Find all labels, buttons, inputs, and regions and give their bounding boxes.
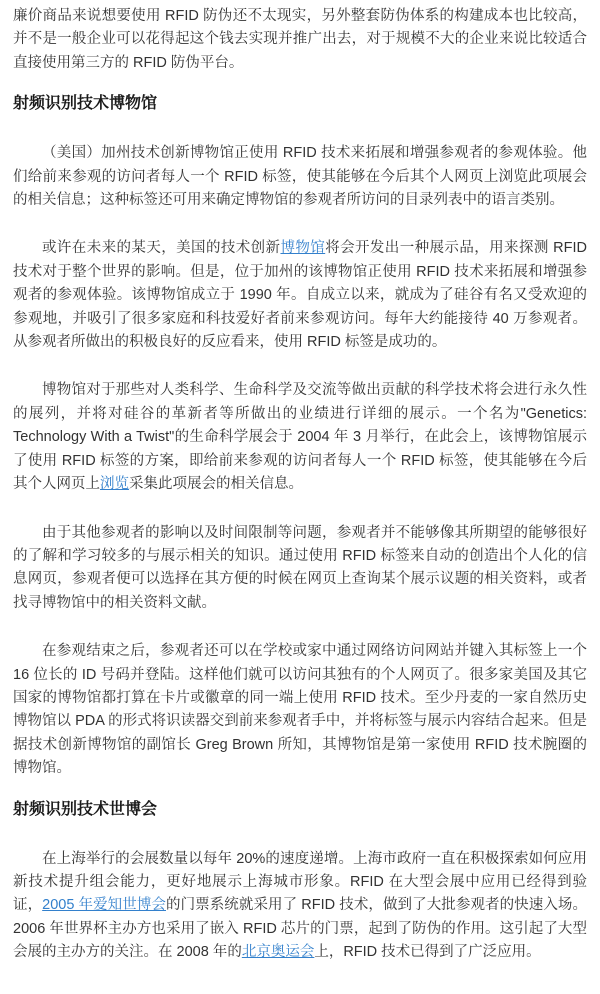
expo-2005-link[interactable]: 2005 年爱知世博会	[42, 897, 166, 914]
text-run: 上，RFID 技术已得到了广泛应用。	[314, 944, 541, 961]
section-heading-rfid-expo: 射频识别技术世博会	[13, 800, 158, 818]
paragraph-museum-5: 在参观结束之后，参观者还可以在学校或家中通过网络访问网站并键入其标签上一个 16 位长的 ID 号码并登陆。这样他们就可以访问其独有的个人网页了。很多家美国及其它国家的博物馆都打算在卡片或徽章的同一端上使用 RFID 技术。至少丹麦的一家自然历史博物馆以 PDA 的形式将识读器交到前来参观者手中，并将标签与展示内容结合起来。但是据技术创新博物馆的副馆长 Greg Brown 所知，其博物馆是第一家使用 RFID 技术腕圈的博物馆。	[13, 643, 587, 777]
museum-link[interactable]: 博物馆	[280, 240, 326, 257]
paragraph-expo-1	[13, 848, 587, 965]
browse-link[interactable]: 浏览	[100, 476, 129, 493]
beijing-olympics-link[interactable]: 北京奥运会	[241, 944, 315, 961]
paragraph-museum-2	[13, 237, 587, 354]
paragraph-museum-4: 由于其他参观者的影响以及时间限制等问题，参观者并不能够像其所期望的能够很好的了解和学习较多的与展示相关的知识。通过使用 RFID 标签来自动的创造出个人化的信息网页，参观者便可以选择在其方便的时候在网页上查询某个展示议题的相关资料，或者找寻博物馆中的相关资料文献。	[13, 524, 587, 611]
paragraph-museum-1: （美国）加州技术创新博物馆正使用 RFID 技术来拓展和增强参观者的参观体验。他们给前来参观的访问者每人一个 RFID 标签，使其能够在今后其个人网页上浏览此项展会的相关信息；这种标签还可用来确定博物馆的参观者所访问的目录列表中的语言类别。	[13, 145, 587, 209]
text-run: 将会开发出一种展示品，用来探测 RFID 技术对于整个世界的影响。但是，位于加州的该博物馆正使用 RFID 技术来拓展和增强参观者的参观体验。该博物馆成立于 1990 年。自成立以来，就成为了硅谷有名又受欢迎的参观地，并吸引了很多家庭和科技爱好者前来参观访问。每年大约能接待 40 万参观者。从参观者所做出的积极良好的反应看来，使用 RFID 标签是成功的。	[13, 240, 588, 351]
section-heading-rfid-museum: 射频识别技术博物馆	[13, 95, 158, 113]
text-run: 的门票系统就采用了 RFID 技术，做到了大批参观者的快速入场。2006 年世界杯主办方也采用了嵌入 RFID 芯片的门票，起到了防伪的作用。这引起了大型会展的主办方的关注。在 2008 年的	[13, 897, 587, 961]
text-run: 或许在未来的某天，美国的技术创新	[42, 240, 281, 257]
paragraph-museum-3	[13, 379, 587, 496]
text-run: 博物馆对于那些对人类科学、生命科学及交流等做出贡献的科学技术将会进行永久性的展列，并将对硅谷的革新者等所做出的业绩进行详细的展示。一个名为"Genetics: Technology With a Twist"的生命科学展会于 2004 年 3 月举行，在此会上，该博物馆展示了使用 RFID 标签的方案，即给前来参观的访问者每人一个 RFID 标签，使其能够在今后其个人网页上	[13, 382, 587, 493]
text-run: 在上海举行的会展数量以每年 20%的速度递增。上海市政府一直在积极探索如何应用新技术提升组会能力，更好地展示上海城市形象。RFID 在大型会展中应用已经得到验证，	[13, 850, 587, 914]
paragraph-intro: 廉价商品来说想要使用 RFID 防伪还不太现实，另外整套防伪体系的构建成本也比较高，并不是一般企业可以花得起这个钱去实现并推广出去，对于规模不大的企业来说比较适合直接使用第三方的 RFID 防伪平台。	[13, 8, 587, 71]
text-run: 采集此项展会的相关信息。	[129, 476, 303, 493]
